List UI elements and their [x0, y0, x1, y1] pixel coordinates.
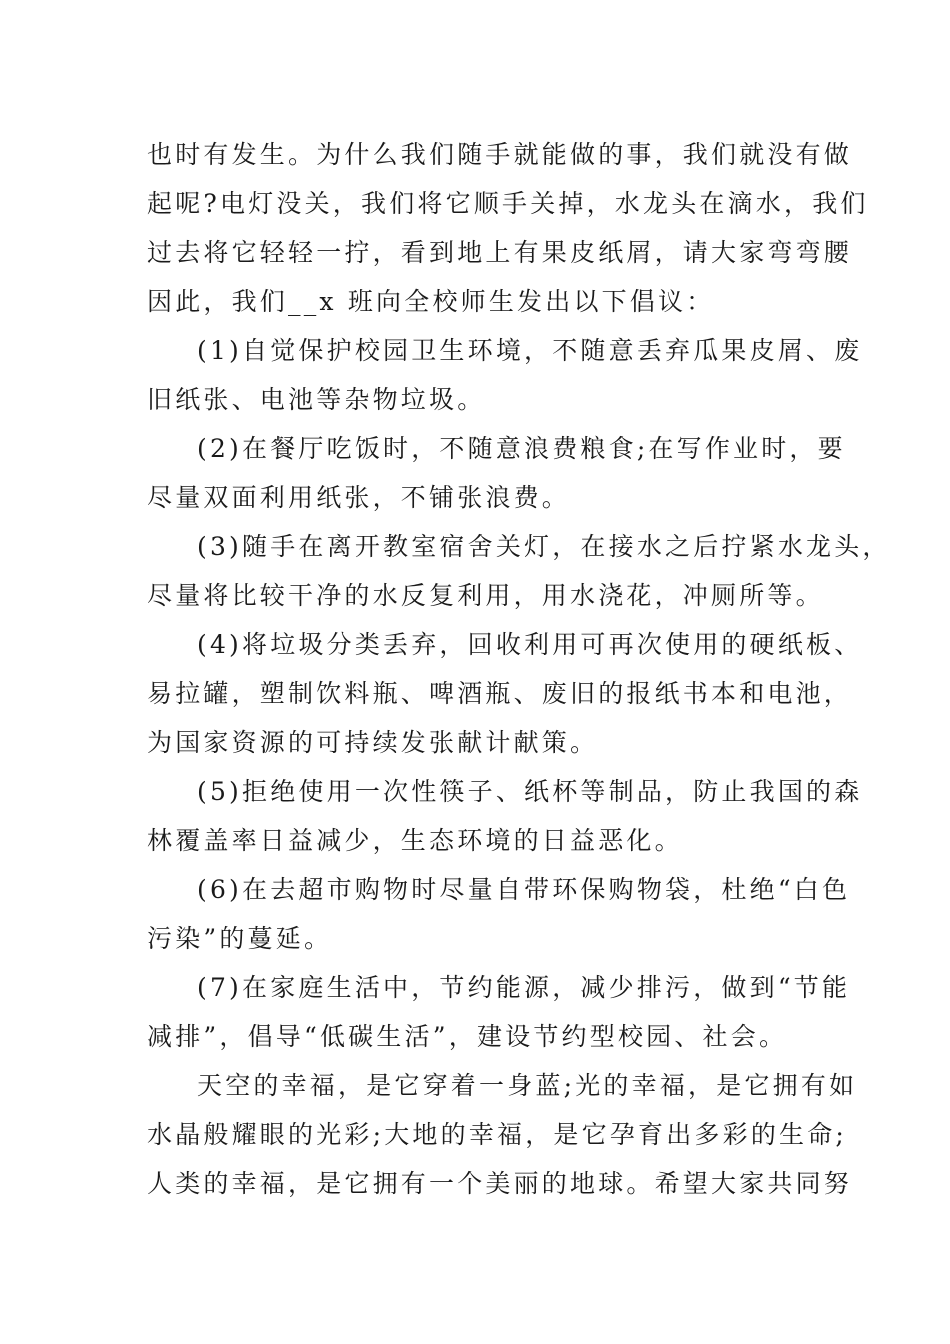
closing-paragraph-line: 天空的幸福，是它穿着一身蓝;光的幸福，是它拥有如: [197, 1071, 858, 1100]
text-line: 旧纸张、电池等杂物垃圾。: [147, 385, 486, 414]
proposal-3-line: (3)随手在离开教室宿舍关灯，在接水之后拧紧水龙头，: [197, 532, 891, 561]
text-line: 减排”，倡导“低碳生活”，建设节约型校园、社会。: [147, 1022, 788, 1051]
proposal-7-line: (7)在家庭生活中，节约能源，减少排污，做到“节能: [197, 973, 851, 1002]
text-line: 易拉罐，塑制饮料瓶、啤酒瓶、废旧的报纸书本和电池，: [147, 679, 853, 708]
text-line: 人类的幸福，是它拥有一个美丽的地球。希望大家共同努: [147, 1169, 853, 1198]
proposal-2-line: (2)在餐厅吃饭时，不随意浪费粮食;在写作业时，要: [197, 434, 846, 463]
text-line: 为国家资源的可持续发张献计献策。: [147, 728, 599, 757]
proposal-6-line: (6)在去超市购物时尽量自带环保购物袋，杜绝“白色: [197, 875, 851, 904]
text-line: 尽量将比较干净的水反复利用，用水浇花，冲厕所等。: [147, 581, 824, 610]
text-line: 水晶般耀眼的光彩;大地的幸福，是它孕育出多彩的生命;: [147, 1120, 848, 1149]
text-line: 污染”的蔓延。: [147, 924, 333, 953]
text-line: 因此，我们__x 班向全校师生发出以下倡议：: [147, 287, 715, 316]
text-line: 林覆盖率日益减少，生态环境的日益恶化。: [147, 826, 683, 855]
text-line: 尽量双面利用纸张，不铺张浪费。: [147, 483, 571, 512]
text-line: 过去将它轻轻一拧，看到地上有果皮纸屑，请大家弯弯腰: [147, 238, 853, 267]
proposal-1-line: (1)自觉保护校园卫生环境，不随意丢弃瓜果皮屑、废: [197, 336, 863, 365]
document-body: [147, 130, 891, 1208]
proposal-4-line: (4)将垃圾分类丢弃，回收利用可再次使用的硬纸板、: [197, 630, 863, 659]
text-line: 起呢?电灯没关，我们将它顺手关掉，水龙头在滴水，我们: [147, 189, 869, 218]
proposal-5-line: (5)拒绝使用一次性筷子、纸杯等制品，防止我国的森: [197, 777, 863, 806]
text-line: 也时有发生。为什么我们随手就能做的事，我们就没有做: [147, 140, 853, 169]
